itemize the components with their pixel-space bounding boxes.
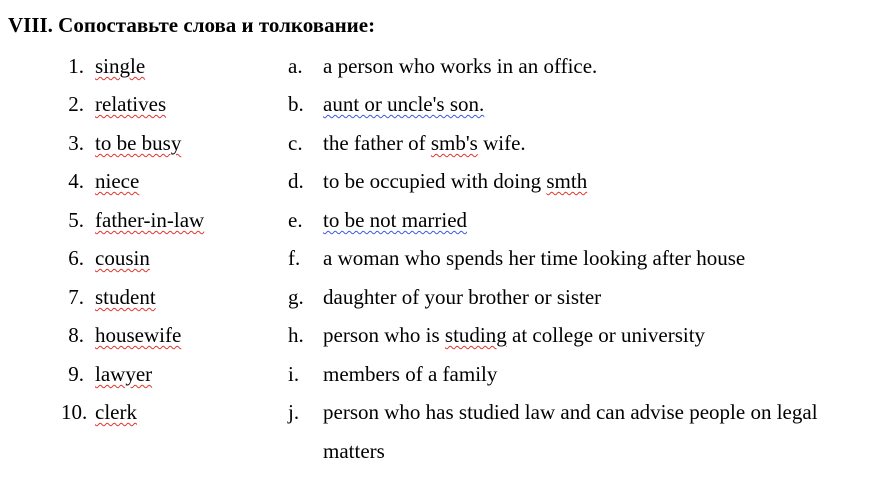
definition: person who is studing at college or university [323,323,706,347]
item-number: 3. [68,131,84,155]
definition: person who has studied law and can advise people on legal [323,400,818,424]
item-number: 6. [68,246,84,270]
definition: to be occupied with doing smth [323,169,588,193]
definition: a person who works in an office. [323,54,598,78]
definition-letter: f. [288,246,301,270]
list-item [0,243,883,281]
definition-letter: d. [288,169,304,193]
item-number: 4. [68,169,84,193]
term: cousin [95,246,150,270]
definition: daughter of your brother or sister [323,285,602,309]
definition-letter: j. [288,400,300,424]
list-item [0,397,883,435]
term: clerk [95,400,137,424]
definition: the father of smb's wife. [323,131,526,155]
term: housewife [95,323,182,347]
term: lawyer [95,362,153,386]
definition-letter: e. [288,208,303,232]
term: relatives [95,92,167,116]
list-item [0,89,883,127]
list-item [0,320,883,358]
definition-continuation: matters [323,439,385,463]
list-item [0,359,883,397]
list-item [0,128,883,166]
exercise-heading: VIII. Сопоставьте слова и толкование: [8,13,376,37]
definition: aunt or uncle's son. [323,92,485,116]
list-item [0,282,883,320]
list-item [0,205,883,243]
definition-letter: i. [288,362,300,386]
item-number: 7. [68,285,84,309]
term: father-in-law [95,208,205,232]
definition-letter: h. [288,323,304,347]
list-item [0,166,883,204]
definition: members of a family [323,362,498,386]
definition: a woman who spends her time looking after house [323,246,746,270]
definition-continuation-line [0,436,883,474]
list-item [0,51,883,89]
item-number: 5. [68,208,84,232]
definition-letter: a. [288,54,303,78]
item-number: 2. [68,92,84,116]
definition: to be not married [323,208,468,232]
term: student [95,285,156,309]
term: to be busy [95,131,182,155]
definition-letter: b. [288,92,304,116]
definition-letter: c. [288,131,303,155]
item-number: 8. [68,323,84,347]
item-number: 10. [61,400,88,424]
term: single [95,54,146,78]
item-number: 1. [68,54,84,78]
definition-letter: g. [288,285,304,309]
term: niece [95,169,140,193]
item-number: 9. [68,362,84,386]
